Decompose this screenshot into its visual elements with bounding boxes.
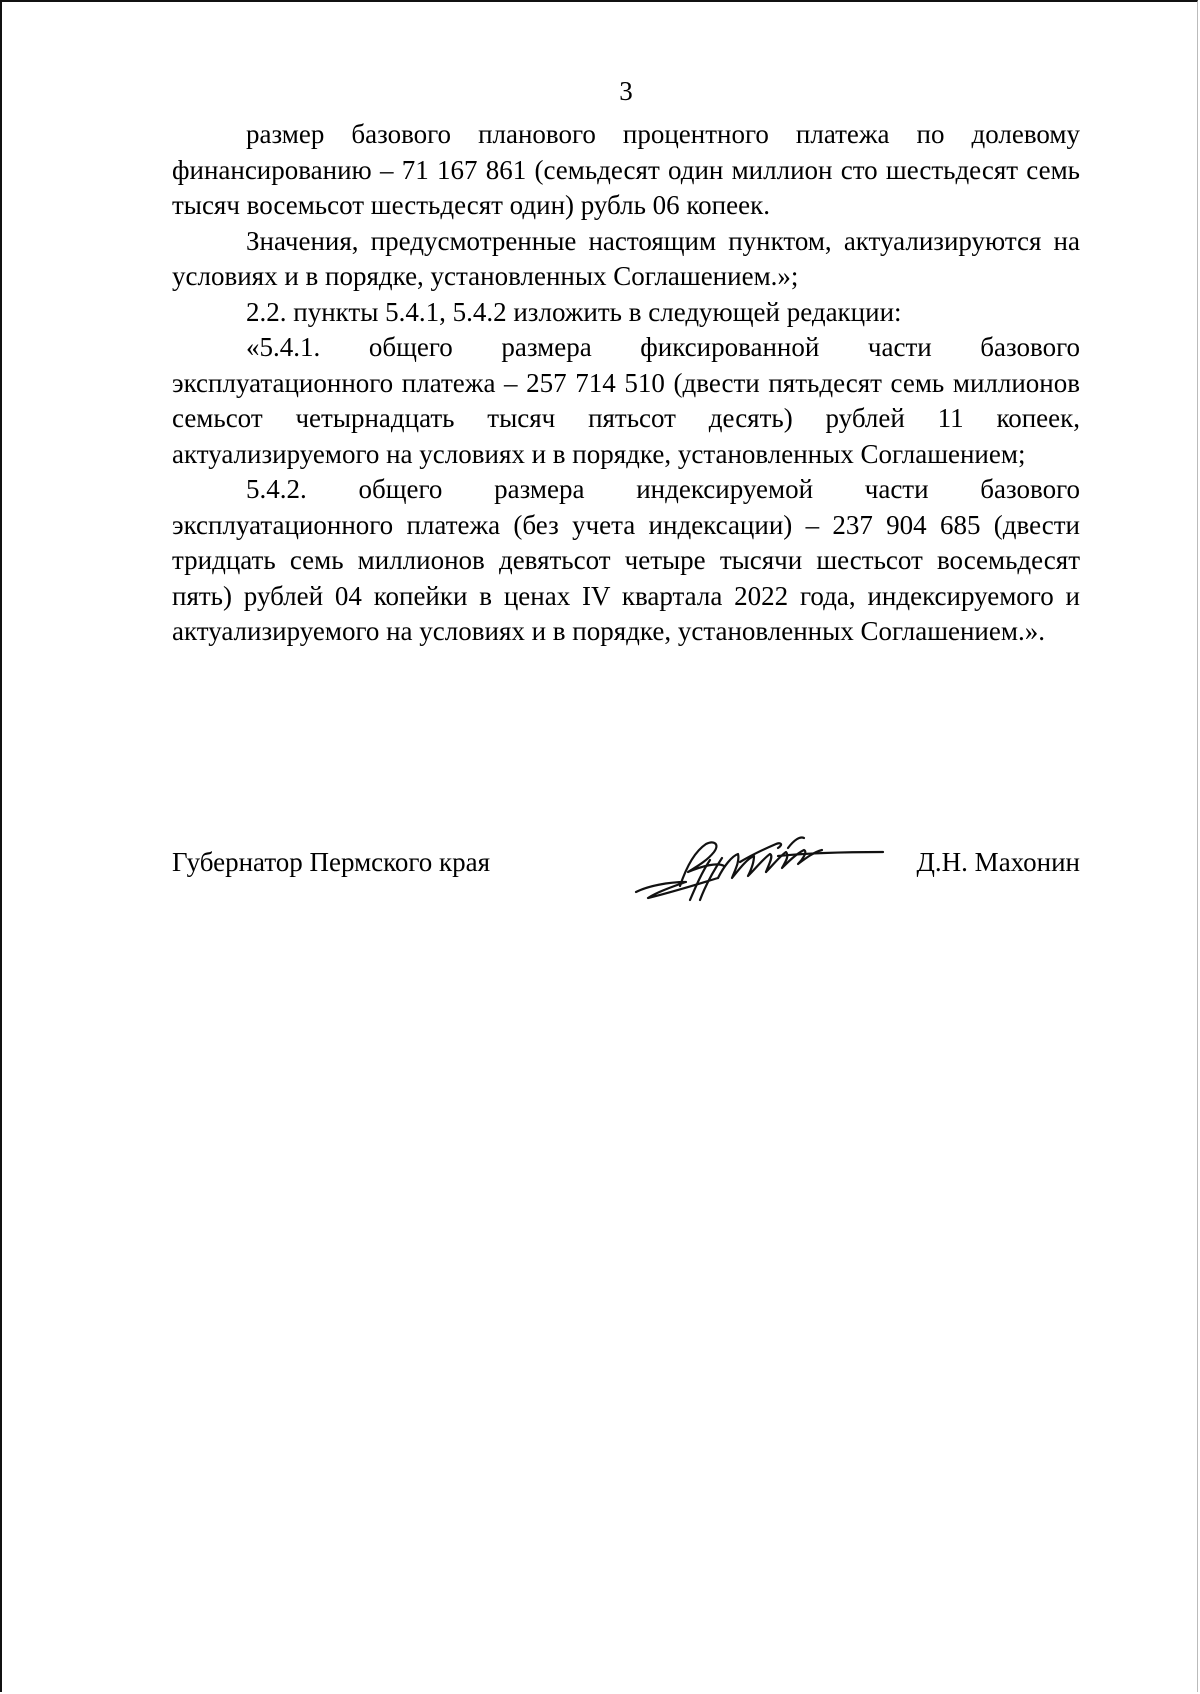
paragraph-clause-5-4-1: «5.4.1. общего размера фиксированной части базового эксплуатационного платежа – 257 714 510 (двести пятьдесят семь миллионов семьсот четырнадцать тысяч пятьсот десять) рублей 11 копеек, актуализируемого на условиях и в порядке, установленных Соглашением; [172, 332, 1080, 469]
paragraph-interest-payment: размер базового планового процентного платежа по долевому финансированию – 71 167 861 (семьдесят один миллион сто шестьдесят семь тысяч восемьсот шестьдесят один) рубль 06 копеек. [172, 119, 1080, 220]
handwritten-signature [628, 826, 888, 906]
signature-block [172, 844, 1080, 884]
paragraph-values-update: Значения, предусмотренные настоящим пунктом, актуализируются на условиях и в порядке, установленных Соглашением.»; [172, 225, 1080, 291]
signer-position: Губернатор Пермского края [172, 847, 491, 877]
page-number: 3 [619, 76, 633, 106]
signer-name: Д.Н. Махонин [916, 847, 1080, 877]
document-body [172, 117, 1080, 650]
paragraph-amendment-2-2: 2.2. пункты 5.4.1, 5.4.2 изложить в следующей редакции: [246, 296, 902, 327]
paragraph-clause-5-4-2: 5.4.2. общего размера индексируемой части базового эксплуатационного платежа (без учета индексации) – 237 904 685 (двести тридцать семь миллионов девятьсот четыре тысячи шестьсот восемьдесят пять) рублей 04 копейки в ценах IV квартала 2022 года, индексируемого и актуализируемого на условиях и в порядке, установленных Соглашением.». [172, 474, 1080, 646]
